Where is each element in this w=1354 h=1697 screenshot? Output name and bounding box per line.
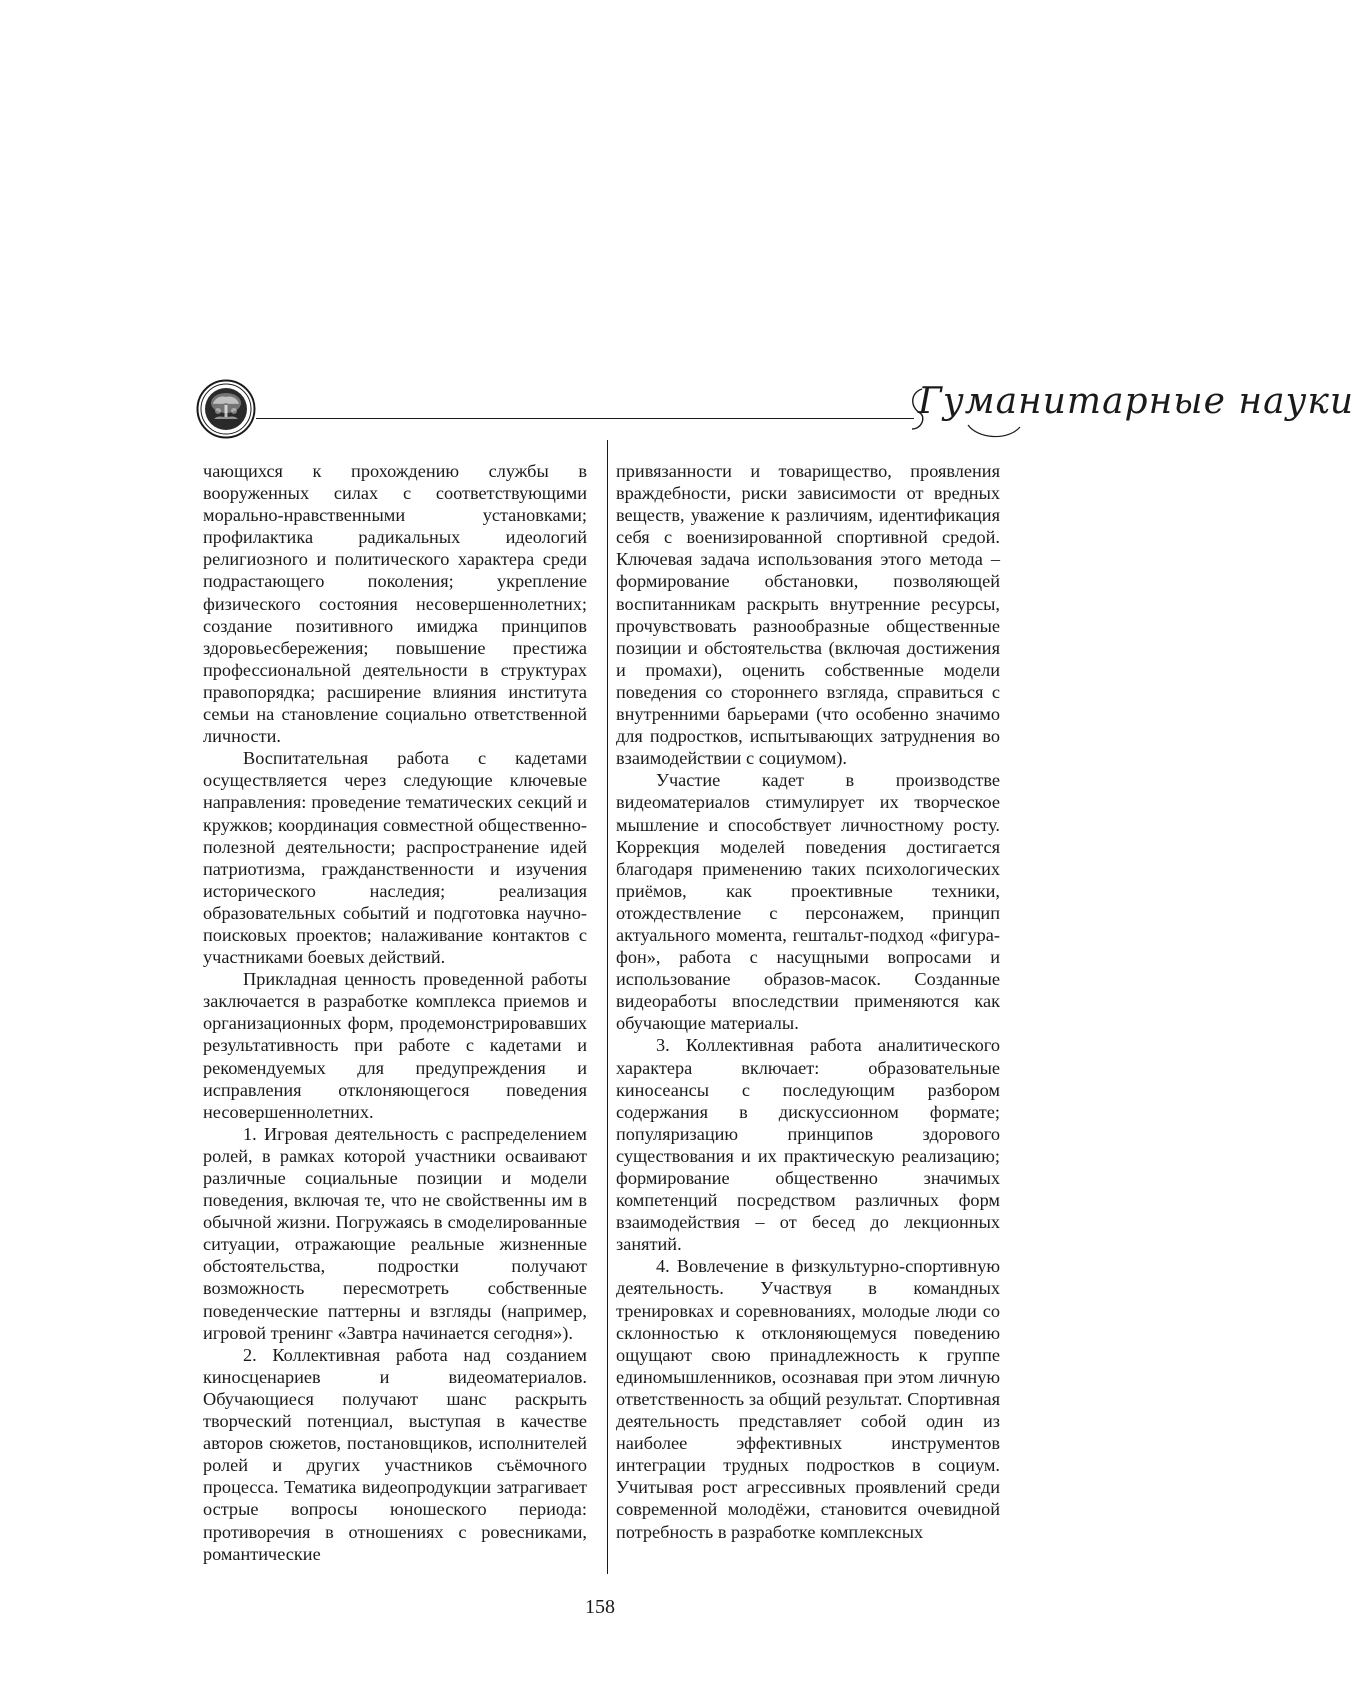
- paragraph: 4. Вовлечение в физкультурно-спортивную деятельность. Участвуя в командных тренировках и соревнованиях, молодые люди со склонностью к отклоняющемуся поведению ощущают свою принадлежность к группе единомышленников, осознавая при этом личную ответственность за общий результат. Спортивная деятельность представляет собой один из наиболее эффективных инструментов интеграции трудных подростков в социум. Учитывая рост агрессивных проявлений среди современной молодёжи, становится очевидной потребность в разработке комплексных: [616, 1256, 1000, 1542]
- right-column: [616, 460, 1000, 1543]
- tree-emblem-icon: [196, 379, 256, 439]
- paragraph: 1. Игровая деятельность с распределением ролей, в рамках которой участники осваивают различные социальные позиции и модели поведения, включая те, что не свойственны им в обычной жизни. Погружаясь в смоделированные ситуации, отражающие реальные жизненные обстоятельства, подростки получают возможность пересмотреть собственные поведенческие паттерны и взгляды (например, игровой тренинг «Завтра начинается сегодня»).: [203, 1123, 587, 1343]
- paragraph: чающихся к прохождению службы в вооруженных силах с соответствующими морально-нравственными установками; профилактика радикальных идеологий религиозного и политического характера среди подрастающего поколения; укрепление физического состояния несовершеннолетних; создание позитивного имиджа принципов здоровьесбережения; повышение престижа профессиональной деятельности в структурах правопорядка; расширение влияния института семьи на становление социально ответственной личности.: [203, 461, 587, 747]
- paragraph: 3. Коллективная работа аналитического характера включает: образовательные киносеансы с последующим разбором содержания в дискуссионном формате; популяризацию принципов здорового существования и их практическую реализацию; формирование общественно значимых компетенций посредством различных форм взаимодействия – от бесед до лекционных занятий.: [616, 1035, 1000, 1255]
- paragraph: Участие кадет в производстве видеоматериалов стимулирует их творческое мышление и способствует личностному росту. Коррекция моделей поведения достигается благодаря применению таких психологических приёмов, как проективные техники, отождествление с персонажем, принцип актуального момента, гештальт-подход «фигура-фон», работа с насущными вопросами и использование образов-масок. Созданные видеоработы впоследствии применяются как обучающие материалы.: [616, 770, 1000, 1034]
- paragraph: Прикладная ценность проведенной работы заключается в разработке комплекса приемов и организационных форм, продемонстрировавших результативность при работе с кадетами и рекомендуемых для предупреждения и исправления отклоняющегося поведения несовершеннолетних.: [203, 969, 587, 1122]
- page-number: 158: [585, 1596, 615, 1618]
- column-divider: [607, 440, 608, 1574]
- paragraph: 2. Коллективная работа над созданием киносценариев и видеоматериалов. Обучающиеся получают шанс раскрыть творческий потенциал, выступая в качестве авторов сюжетов, постановщиков, исполнителей ролей и других участников съёмочного процесса. Тематика видеопродукции затрагивает острые вопросы юношеского периода: противоречия в отношениях с ровесниками, романтические: [203, 1344, 587, 1564]
- running-header: [196, 373, 1354, 445]
- header-rule: [256, 418, 914, 419]
- section-title: Гуманитарные науки: [918, 381, 1354, 422]
- left-column: [203, 460, 587, 1565]
- paragraph: Воспитательная работа с кадетами осуществляется через следующие ключевые направления: проведение тематических секций и кружков; координация совместной общественно-полезной деятельности; распространение идей патриотизма, гражданственности и изучения исторического наследия; реализация образовательных событий и подготовка научно-поисковых проектов; налаживание контактов с участниками боевых действий.: [203, 748, 587, 968]
- paragraph: привязанности и товарищество, проявления враждебности, риски зависимости от вредных веществ, уважение к различиям, идентификация себя с военизированной спортивной средой. Ключевая задача использования этого метода – формирование обстановки, позволяющей воспитанникам раскрыть внутренние ресурсы, прочувствовать разнообразные общественные позиции и обстоятельства (включая достижения и промахи), оценить собственные модели поведения со стороннего взгляда, справиться с внутренними барьерами (что особенно значимо для подростков, испытывающих затруднения во взаимодействии с социумом).: [616, 461, 1000, 769]
